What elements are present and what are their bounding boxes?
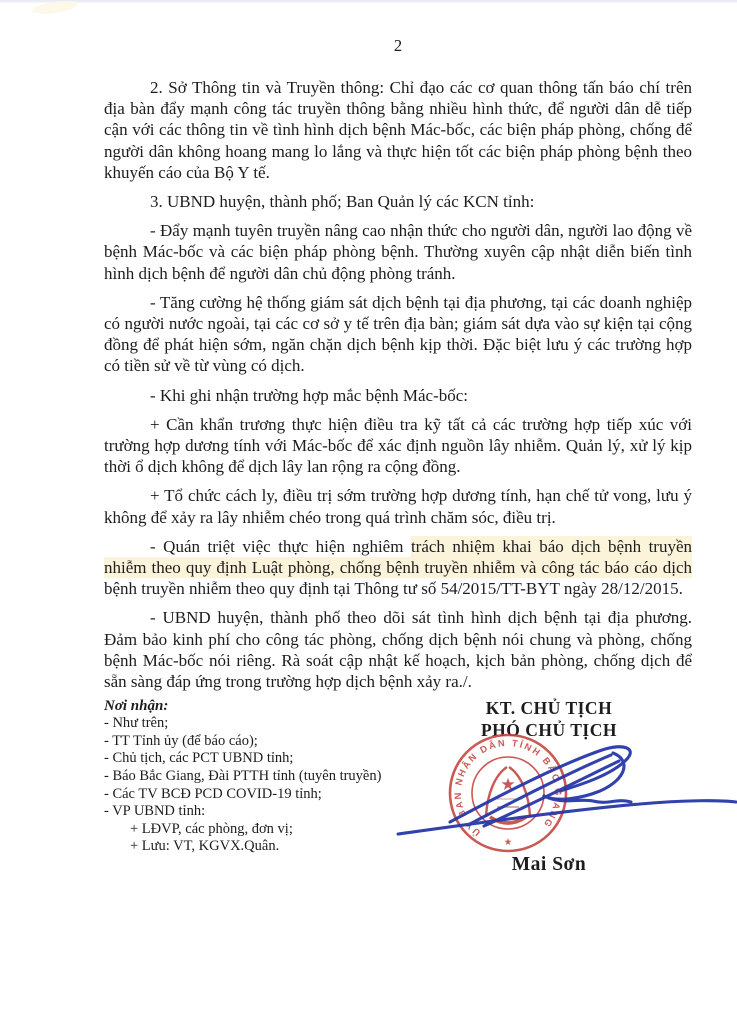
signer-name: Mai Sơn [511, 854, 587, 876]
document-content [104, 36, 692, 876]
quan-triet-post: bệnh truyền nhiễm theo quy định tại Thông tư số 54/2015/TT-BYT ngày 28/12/2015. [104, 579, 683, 599]
paragraph-to-chuc-cach-ly: + Tổ chức cách ly, điều trị sớm trường hợp dương tính, hạn chế tử vong, lưu ý không để xảy ra lây nhiễm chéo trong quá trình chăm sóc, điều trị. [104, 486, 692, 527]
recipients-block [104, 697, 394, 856]
paragraph-can-khan-truong: + Cần khẩn trương thực hiện điều tra kỹ tất cả các trường hợp tiếp xúc với trường hợp dương tính với Mác-bốc để xác định nguồn lây nhiễm. Quản lý, xử lý kịp thời ổ dịch không để dịch lây lan rộng ra cộng đồng. [104, 414, 692, 477]
paragraph-quan-triet [104, 536, 692, 600]
page-number: 2 [393, 36, 403, 55]
paragraph-so-tttt: 2. Sở Thông tin và Truyền thông: Chỉ đạo các cơ quan thông tấn báo chí trên địa bàn đẩy mạnh công tác truyền thông bằng nhiều hình thức, để người dân dễ tiếp cận với các thông tin về tình hình dịch bệnh Mác-bốc, các biện pháp phòng, chống để người dân không hoang mang lo lắng và thực hiện tốt các biện pháp phòng bệnh theo khuyến cáo của Bộ Y tế. [104, 78, 692, 182]
recipient-item: + LĐVP, các phòng, đơn vị; [130, 820, 293, 837]
seal-bottom-star: ★ [503, 838, 513, 848]
document-body [104, 77, 692, 692]
recipient-item: - Báo Bắc Giang, Đài PTTH tỉnh (tuyên truyền) [104, 768, 382, 785]
signer-title-acting: KT. CHỦ TỊCH [485, 698, 613, 719]
recipient-item: - Các TV BCĐ PCD COVID-19 tỉnh; [104, 785, 322, 802]
paragraph-tang-cuong: - Tăng cường hệ thống giám sát dịch bệnh tại địa phương, tại các doanh nghiệp có người nước ngoài, tại các cơ sở y tế trên địa bàn; giám sát dựa vào sự kiện tại cộng đồng để phát hiện sớm, ngăn chặn dịch bệnh kịp thời. Đặc biệt lưu ý các trường hợp có tiền sử về từ vùng có dịch. [104, 292, 692, 376]
recipient-item: - TT Tỉnh ủy (để báo cáo); [104, 732, 258, 749]
scan-edge-shadow [0, 0, 737, 3]
emblem-star-icon: ★ [500, 775, 516, 794]
recipient-item: - Như trên; [104, 715, 169, 732]
recipient-item: - VP UBND tỉnh: [104, 803, 206, 820]
paragraph-ubnd-heading: 3. UBND huyện, thành phố; Ban Quản lý các KCN tỉnh: [150, 192, 535, 212]
signer-title-vice-chairman: PHÓ CHỦ TỊCH [480, 720, 617, 741]
paragraph-ubnd-theo-doi: - UBND huyện, thành phố theo dõi sát tình hình dịch bệnh tại địa phương. Đảm bảo kinh phí cho công tác phòng, chống dịch bệnh nói chung và phòng, chống bệnh Mác-bốc nói riêng. Rà soát cập nhật kế hoạch, kịch bản phòng, chống dịch để sẵn sàng đáp ứng trong trường hợp dịch bệnh xảy ra./. [104, 608, 692, 692]
signature-block [394, 697, 692, 876]
quan-triet-pre: - Quán triệt việc thực hiện nghiêm [150, 536, 411, 556]
recipients-heading: Nơi nhận: [104, 698, 169, 715]
recipient-item: - Chủ tịch, các PCT UBND tỉnh; [104, 750, 294, 767]
recipient-item: + Lưu: VT, KGVX.Quân. [130, 838, 280, 855]
document-footer [104, 697, 692, 876]
paragraph-day-manh: - Đẩy mạnh tuyên truyền nâng cao nhận thức cho người dân, người lao động về bệnh Mác-bốc và các biện pháp phòng bệnh. Thường xuyên cập nhật diễn biến tình hình dịch bệnh để người dân chủ động phòng tránh. [104, 221, 692, 283]
seal-ring-text: ỦY BAN NHÂN DÂN TỈNH BẮC GIANG [452, 737, 563, 838]
highlighted-phrase: trách nhiệm khai báo dịch bệnh truyền nhiễm theo quy định Luật phòng, chống bệnh truyền nhiễm và công tác báo cáo dịch [104, 536, 692, 578]
paragraph-khi-ghi-nhan: - Khi ghi nhận trường hợp mắc bệnh Mác-bốc: [150, 385, 469, 405]
